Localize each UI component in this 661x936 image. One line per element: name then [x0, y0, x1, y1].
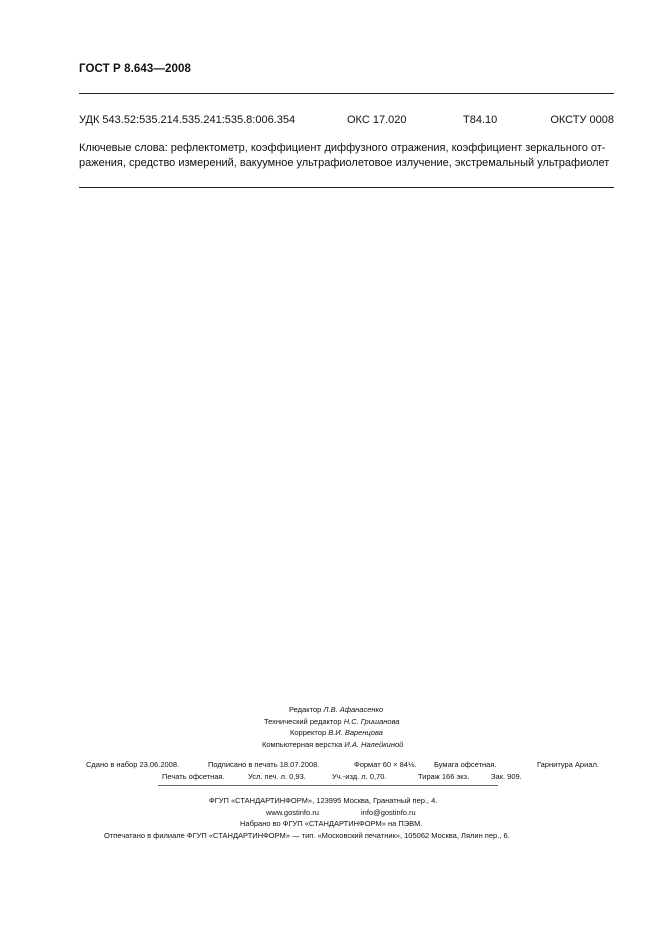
top-divider — [79, 93, 614, 94]
printer-org: ФГУП «СТАНДАРТИНФОРМ», 123995 Москва, Гранатный пер., 4. — [209, 796, 438, 805]
pub-acc-sheets: Уч.-изд. л. 0,70. — [332, 772, 387, 781]
pub-sent: Сдано в набор 23.06.2008. — [86, 760, 180, 769]
pub-order: Зак. 909. — [491, 772, 522, 781]
okstu-code: ОКСТУ 0008 — [550, 114, 614, 126]
printer-printed: Отпечатано в филиале ФГУП «СТАНДАРТИНФОРМ» — тип. «Московский печатник», 105062 Москва, Лялин пер., 6. — [104, 830, 510, 840]
credit-corrector-name: В.И. Варенцова — [328, 728, 383, 737]
credit-tech-name: Н.С. Гришанова — [343, 716, 400, 726]
credit-tech-editor — [264, 716, 400, 728]
keywords-line-2: ражения, средство измерений, вакуумное ультрафиолетовое излучение, экстремальный ультрафиолет — [79, 157, 610, 169]
pub-font: Гарнитура Ариал. — [537, 760, 599, 769]
pub-format: Формат 60 × 84⅛. — [354, 760, 417, 769]
udk-code: УДК 543.52:535.214.535.241:535.8:006.354 — [79, 114, 296, 126]
standard-code: ГОСТ Р 8.643—2008 — [79, 63, 191, 75]
t-code: Т84.10 — [463, 114, 498, 126]
credit-layout — [262, 739, 403, 751]
keywords-line-1: Ключевые слова: рефлектометр, коэффициент диффузного отражения, коэффициент зеркального от- — [79, 142, 606, 154]
credit-tech-label: Технический редактор — [264, 716, 342, 726]
credit-layout-label: Компьютерная верстка — [262, 739, 343, 749]
imprint-divider — [158, 785, 498, 786]
printer-typeset: Набрано во ФГУП «СТАНДАРТИНФОРМ» на ПЭВМ. — [240, 819, 423, 828]
credit-corrector — [290, 727, 383, 739]
credit-editor-label: Редактор — [289, 705, 322, 714]
printer-website: www.gostinfo.ru — [266, 807, 319, 817]
pub-signed: Подписано в печать 18.07.2008. — [208, 760, 320, 769]
pub-print-run: Тираж 166 экз. — [418, 772, 470, 781]
credit-editor-name: Л.В. Афанасенко — [323, 705, 384, 714]
pub-paper: Бумага офсетная. — [434, 760, 497, 769]
credit-layout-name: И.А. Налейкиной — [344, 739, 404, 749]
keywords-block — [79, 141, 614, 171]
pub-print: Печать офсетная. — [162, 772, 225, 781]
pub-conv-sheets: Усл. печ. л. 0,93. — [248, 772, 306, 781]
printer-email: info@gostinfo.ru — [361, 807, 416, 817]
bottom-divider — [79, 187, 614, 188]
oks-code: ОКС 17.020 — [347, 114, 407, 126]
credit-corrector-label: Корректор — [290, 728, 327, 737]
credit-editor — [289, 704, 383, 716]
